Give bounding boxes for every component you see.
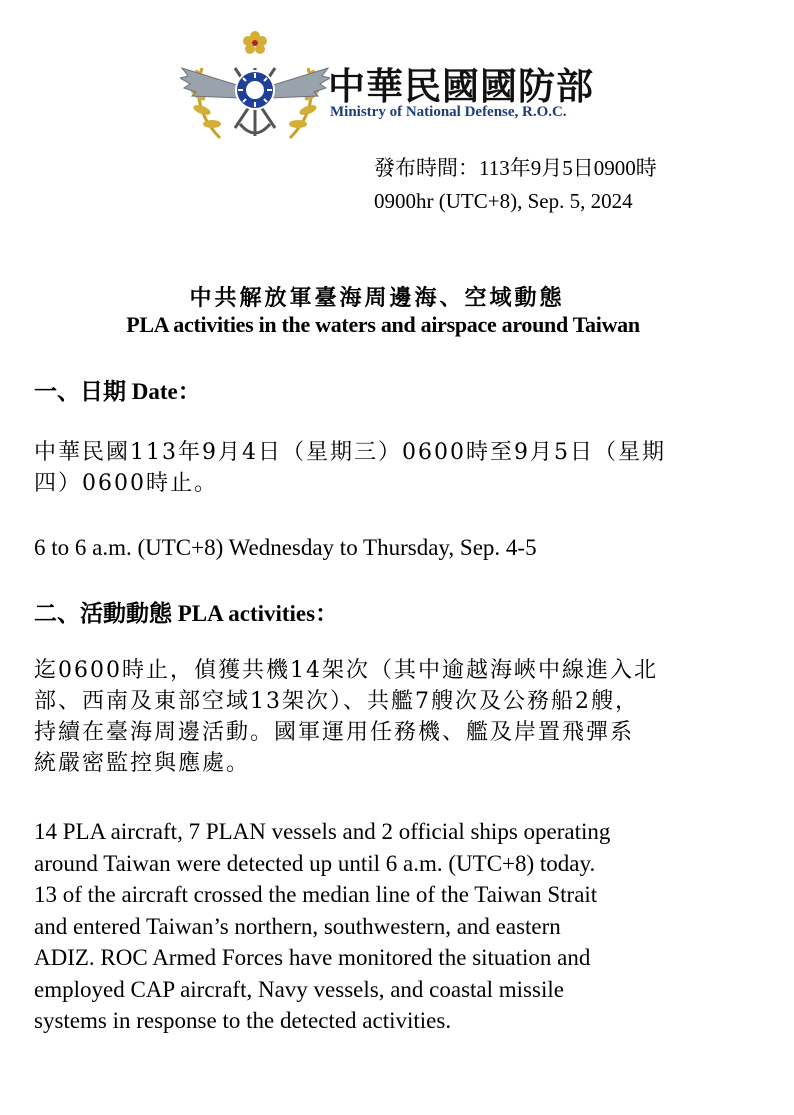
section2-heading: 二、活動動態 PLA activities：: [34, 601, 339, 626]
section2-body-en-line: 14 PLA aircraft, 7 PLAN vessels and 2 official ships operating: [34, 819, 611, 844]
section2-body-zh: [34, 655, 764, 779]
section2-body-en-line: 13 of the aircraft crossed the median line of the Taiwan Strait: [34, 882, 598, 907]
section1-body-zh-line: 中華民國113年9月4日（星期三）0600時至9月5日（星期: [34, 440, 666, 465]
section2-body-zh-line: 部、西南及東部空域13架次）、共艦7艘次及公務船2艘，: [34, 689, 639, 714]
section2-body-en-line: ADIZ. ROC Armed Forces have monitored the situation and: [34, 945, 591, 970]
header: [180, 28, 640, 148]
section2-body-zh-line: 迄0600時止，偵獲共機14架次（其中逾越海峽中線進入北: [34, 658, 658, 683]
mnd-emblem-icon: [180, 28, 330, 146]
section2-body-en-line: systems in response to the detected activities.: [34, 1008, 452, 1033]
release-time-en: 0900hr (UTC+8), Sep. 5, 2024: [374, 189, 633, 213]
section2-body-en-line: around Taiwan were detected up until 6 a.m. (UTC+8) today.: [34, 850, 596, 876]
release-time-zh: 發布時間：113年9月5日0900時: [374, 156, 657, 180]
title-en: PLA activities in the waters and airspace around Taiwan: [126, 312, 640, 337]
section1-body-en: 6 to 6 a.m. (UTC+8) Wednesday to Thursday, Sep. 4-5: [34, 535, 537, 560]
title-zh: 中共解放軍臺海周邊海、空域動態: [189, 285, 565, 311]
release-time: [374, 152, 657, 218]
section2-body-en: [34, 816, 764, 1037]
section2-body-en-line: and entered Taiwan’s northern, southwestern, and eastern: [34, 913, 561, 939]
section1-body-zh: [34, 437, 764, 499]
section1-heading: 一、日期 Date：: [34, 379, 201, 404]
org-name-en: Ministry of National Defense, R.O.C.: [330, 104, 567, 120]
section2-body-en-line: employed CAP aircraft, Navy vessels, and coastal missile: [34, 976, 564, 1002]
section2-body-zh-line: 統嚴密監控與應處。: [34, 751, 251, 776]
org-name-zh: 中華民國國防部: [328, 65, 594, 108]
section2-body-zh-line: 持續在臺海周邊活動。國軍運用任務機、艦及岸置飛彈系: [34, 720, 635, 745]
section1-body-zh-line: 四）0600時止。: [34, 471, 218, 496]
